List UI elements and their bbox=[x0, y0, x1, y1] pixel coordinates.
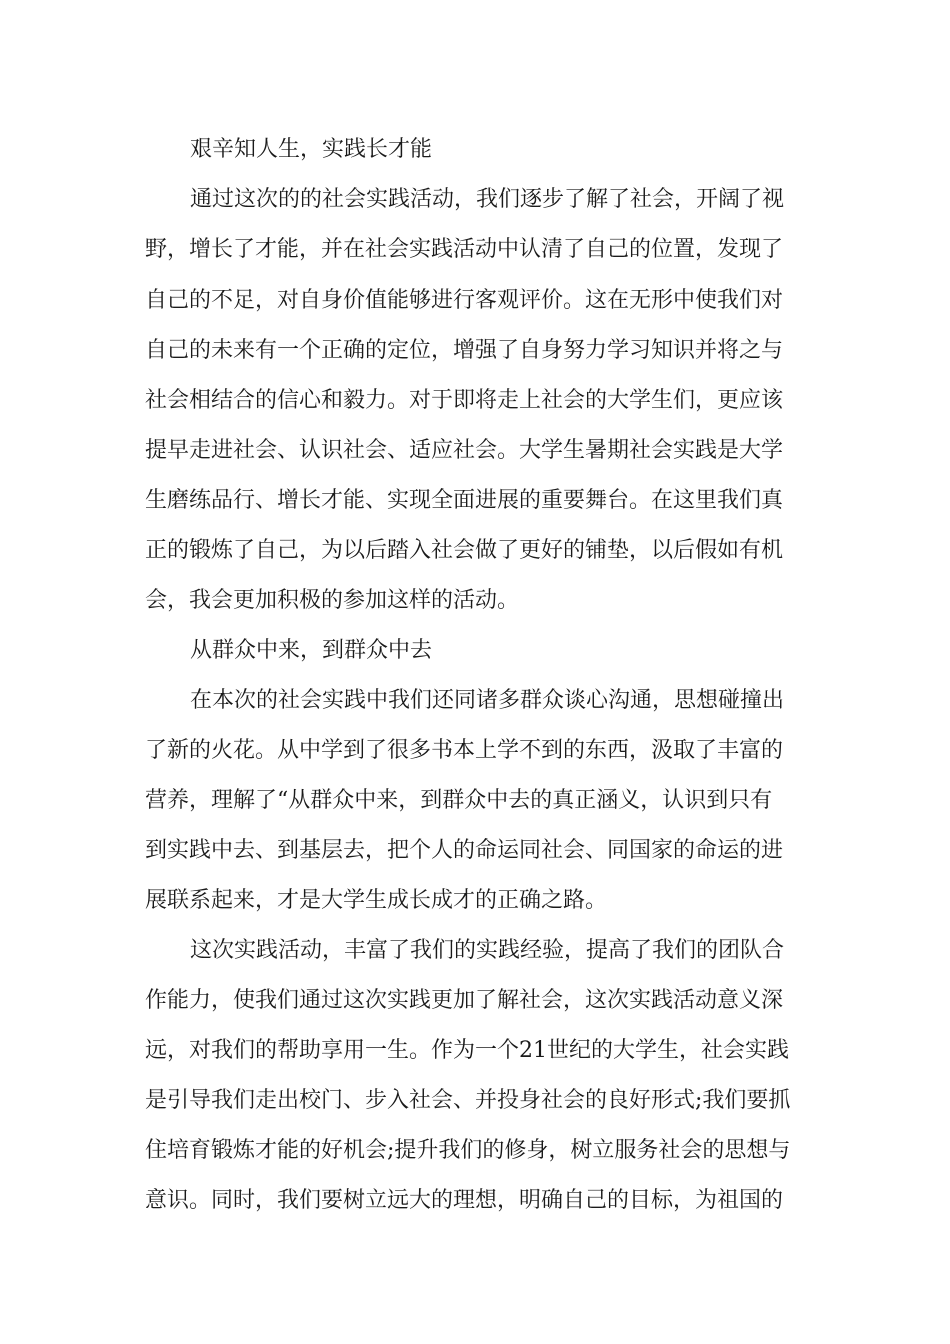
paragraph-line: 生磨练品行、增长才能、实现全面进展的重要舞台。在这里我们真 bbox=[145, 488, 784, 513]
paragraph-line: 展联系起来，才是大学生成长成才的正确之路。 bbox=[145, 888, 608, 913]
paragraph-line: 这次实践活动，丰富了我们的实践经验，提高了我们的团队合 bbox=[190, 938, 785, 963]
paragraph-line: 在本次的社会实践中我们还同诸多群众谈心沟通，思想碰撞出 bbox=[190, 688, 785, 713]
paragraph-line: 自己的未来有一个正确的定位，增强了自身努力学习知识并将之与 bbox=[145, 338, 784, 363]
paragraph-line: 自己的不足，对自身价值能够进行客观评价。这在无形中使我们对 bbox=[145, 288, 784, 313]
paragraph-line: 意识。同时，我们要树立远大的理想，明确自己的目标，为祖国的 bbox=[145, 1188, 784, 1213]
paragraph-line: 远，对我们的帮助享用一生。作为一个21世纪的大学生，社会实践 bbox=[145, 1038, 789, 1063]
paragraph-line: 通过这次的的社会实践活动，我们逐步了解了社会，开阔了视 bbox=[190, 187, 785, 212]
paragraph-line: 到实践中去、到基层去，把个人的命运同社会、同国家的命运的进 bbox=[145, 838, 784, 863]
paragraph-line: 住培育锻炼才能的好机会;提升我们的修身，树立服务社会的思想与 bbox=[145, 1138, 791, 1163]
heading-hardship: 艰辛知人生，实践长才能 bbox=[190, 137, 433, 162]
heading-masses: 从群众中来，到群众中去 bbox=[190, 638, 433, 663]
paragraph-line: 提早走进社会、认识社会、适应社会。大学生暑期社会实践是大学 bbox=[145, 438, 784, 463]
paragraph-line: 了新的火花。从中学到了很多书本上学不到的东西，汲取了丰富的 bbox=[145, 738, 784, 763]
paragraph-line: 营养，理解了“从群众中来，到群众中去的真正涵义，认识到只有 bbox=[145, 788, 773, 813]
paragraph-line: 野，增长了才能，并在社会实践活动中认清了自己的位置，发现了 bbox=[145, 237, 784, 262]
paragraph-line: 正的锻炼了自己，为以后踏入社会做了更好的铺垫，以后假如有机 bbox=[145, 538, 784, 563]
paragraph-line: 作能力，使我们通过这次实践更加了解社会，这次实践活动意义深 bbox=[145, 988, 784, 1013]
paragraph-line: 是引导我们走出校门、步入社会、并投身社会的良好形式;我们要抓 bbox=[145, 1088, 791, 1113]
paragraph-line: 社会相结合的信心和毅力。对于即将走上社会的大学生们，更应该 bbox=[145, 388, 784, 413]
paragraph-line: 会，我会更加积极的参加这样的活动。 bbox=[145, 588, 520, 613]
